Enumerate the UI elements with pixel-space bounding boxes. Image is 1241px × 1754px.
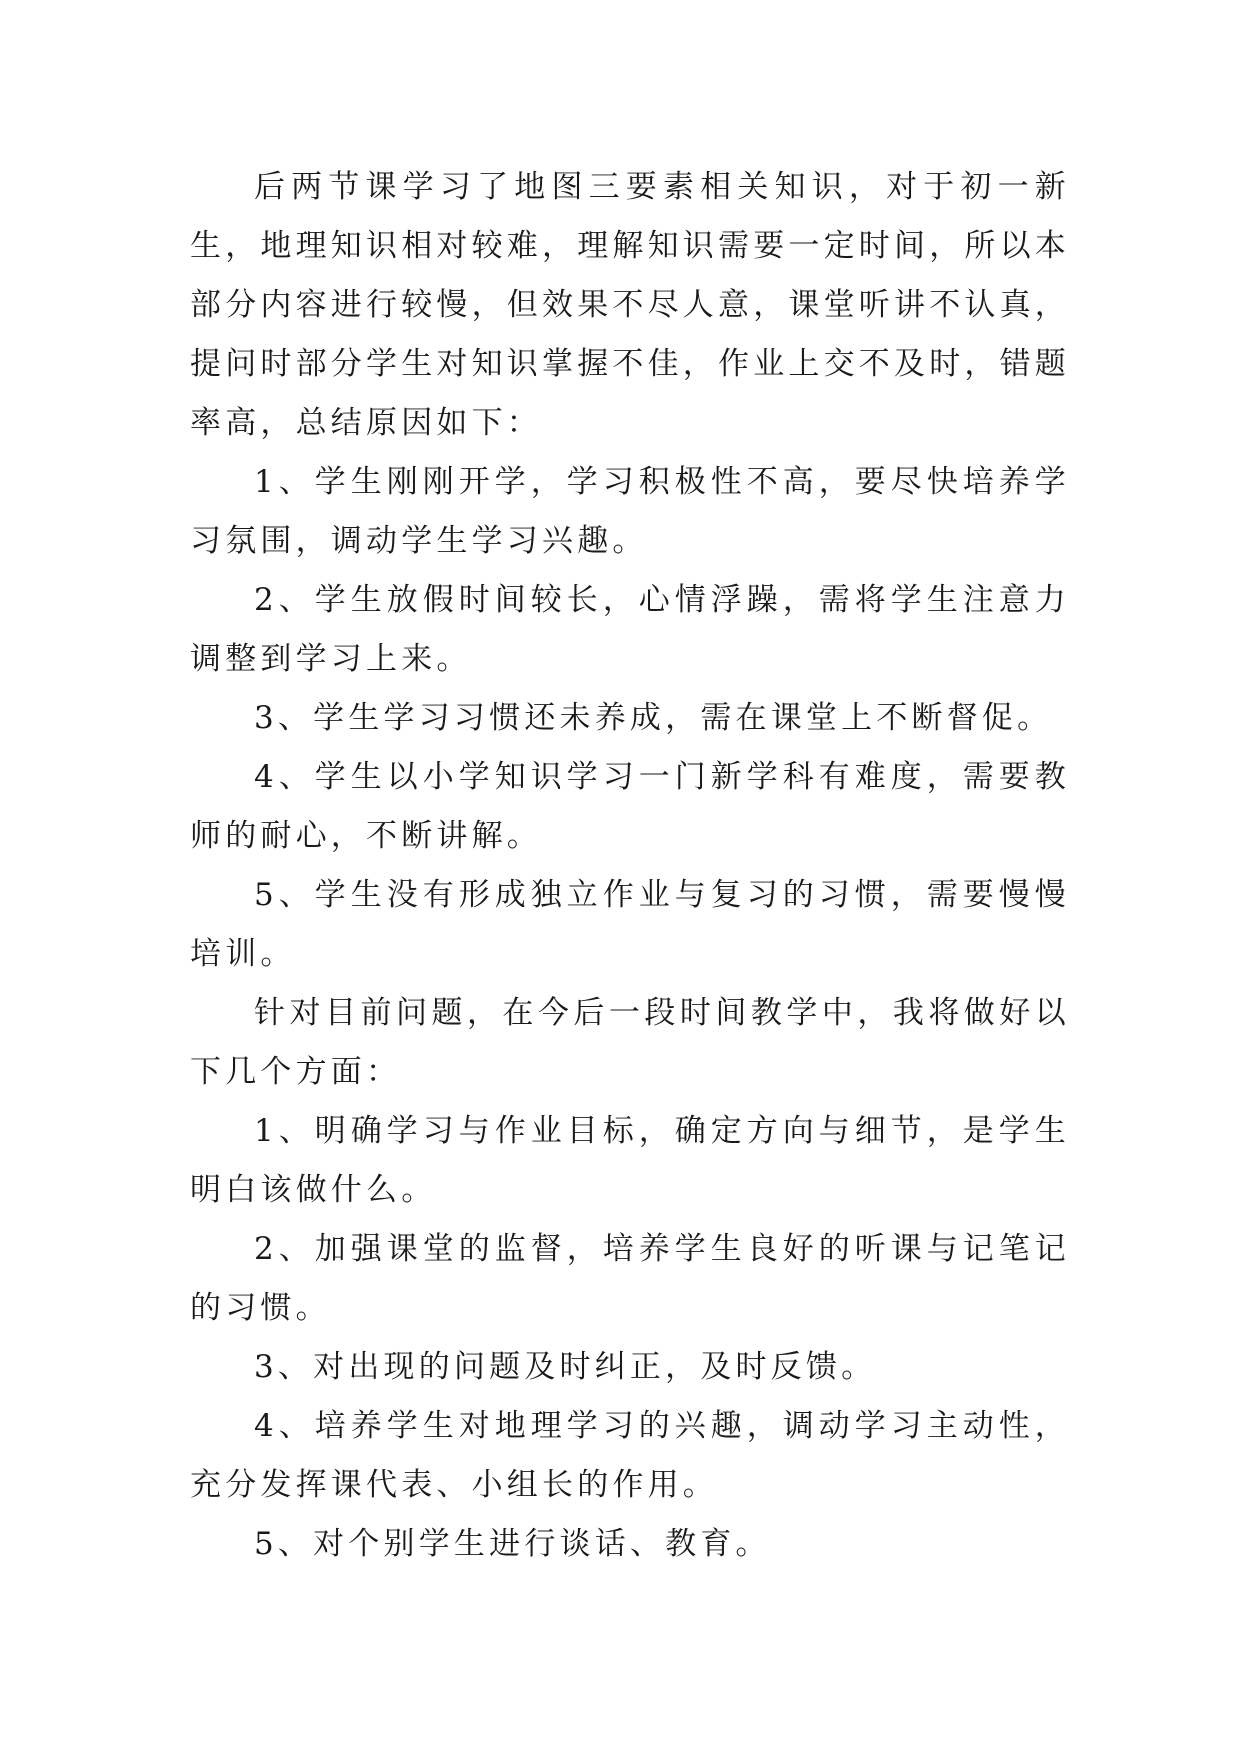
paragraph-plan-1: 1、明确学习与作业目标，确定方向与细节，是学生明白该做什么。 [190, 1113, 1070, 1208]
paragraph-intro: 后两节课学习了地图三要素相关知识，对于初一新生，地理知识相对较难，理解知识需要一定时间，所以本部分内容进行较慢，但效果不尽人意，课堂听讲不认真，提问时部分学生对知识掌握不佳，作业上交不及时，错题率高，总结原因如下： [190, 169, 1070, 441]
paragraph-reason-1: 1、学生刚刚开学，学习积极性不高，要尽快培养学习氛围，调动学生学习兴趣。 [190, 464, 1070, 559]
paragraph-plan-3: 3、对出现的问题及时纠正，及时反馈。 [254, 1349, 877, 1385]
paragraph-plan-intro: 针对目前问题，在今后一段时间教学中，我将做好以下几个方面： [190, 995, 1070, 1090]
paragraph-plan-4: 4、培养学生对地理学习的兴趣，调动学习主动性，充分发挥课代表、小组长的作用。 [190, 1408, 1070, 1503]
paragraph-reason-2: 2、学生放假时间较长，心情浮躁，需将学生注意力调整到学习上来。 [190, 582, 1070, 677]
paragraph-reason-4: 4、学生以小学知识学习一门新学科有难度，需要教师的耐心，不断讲解。 [190, 759, 1070, 854]
document-body [190, 158, 1070, 1574]
paragraph-reason-3: 3、学生学习习惯还未养成，需在课堂上不断督促。 [254, 700, 1053, 736]
paragraph-plan-2: 2、加强课堂的监督，培养学生良好的听课与记笔记的习惯。 [190, 1231, 1070, 1326]
paragraph-reason-5: 5、学生没有形成独立作业与复习的习惯，需要慢慢培训。 [190, 877, 1070, 972]
paragraph-plan-5: 5、对个别学生进行谈话、教育。 [254, 1526, 771, 1562]
